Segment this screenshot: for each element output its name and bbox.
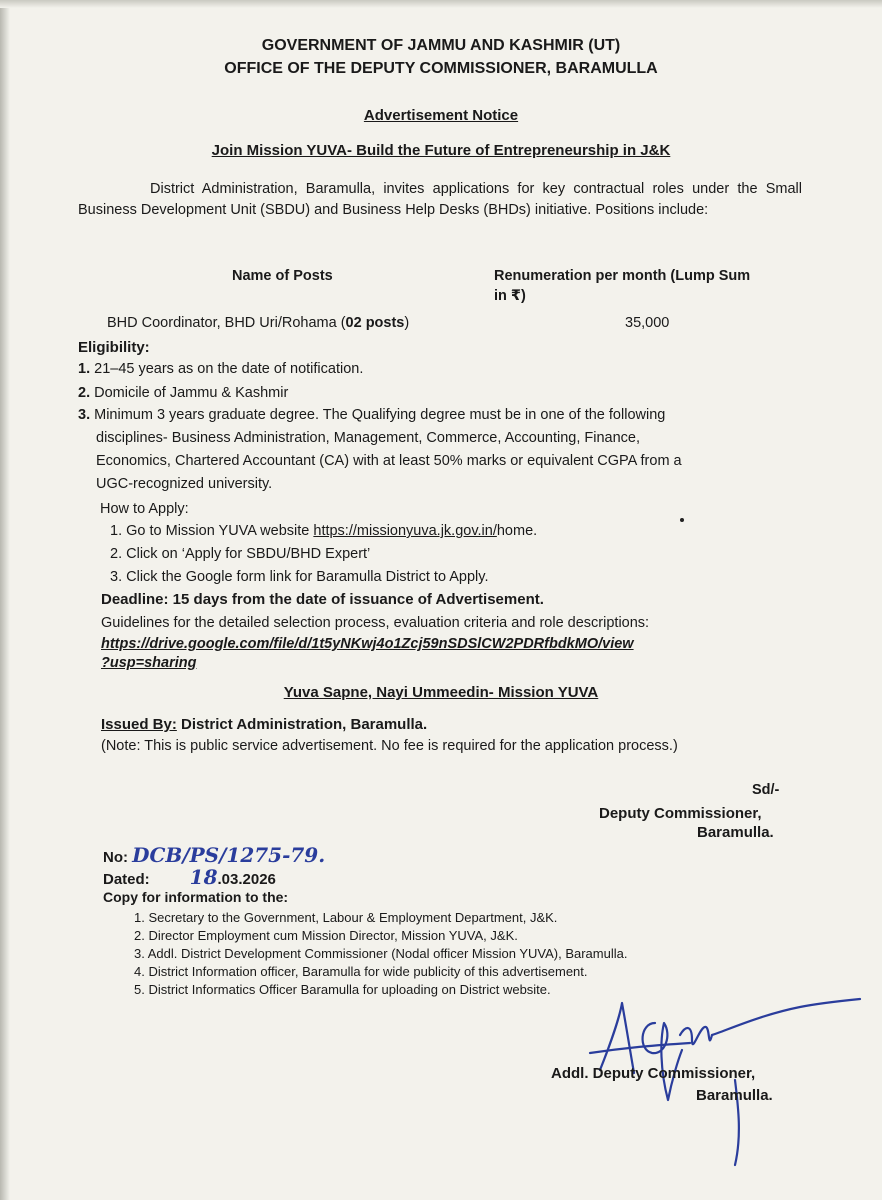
copy-item-3: 3. Addl. District Development Commissioner (Nodal officer Mission YUVA), Baramulla.	[134, 946, 628, 961]
how-to-apply-title: How to Apply:	[100, 501, 189, 517]
ref-date: Dated: 18.03.2026	[103, 865, 276, 889]
post-row-pay: 35,000	[625, 315, 670, 331]
govt-heading: GOVERNMENT OF JAMMU AND KASHMIR (UT)	[261, 37, 621, 54]
eligibility-item-3-line4: UGC-recognized university.	[96, 476, 273, 492]
addl-signatory-title: Addl. Deputy Commissioner,	[551, 1065, 756, 1082]
col-remuneration-unit: in ₹)	[494, 288, 526, 304]
deadline: Deadline: 15 days from the date of issuance of Advertisement.	[101, 591, 544, 608]
intro-paragraph: District Administration, Baramulla, invites applications for key contractual roles under the Small Business Development Unit (SBDU) and Business Help Desks (BHDs) initiative. Positions include:	[78, 181, 802, 218]
scan-edge-top	[0, 0, 882, 8]
ref-number: No: DCB/PS/1275-79.	[103, 843, 326, 867]
scan-edge-left	[0, 0, 10, 1200]
eligibility-item-3: 3. Minimum 3 years graduate degree. The Qualifying degree must be in one of the following	[78, 407, 666, 423]
apply-step-3: 3. Click the Google form link for Baramulla District to Apply.	[110, 569, 489, 585]
ink-dot	[680, 518, 684, 522]
eligibility-item-2: 2. Domicile of Jammu & Kashmir	[78, 385, 289, 401]
missionyuva-link[interactable]: https://missionyuva.jk.gov.in/	[313, 523, 497, 539]
apply-step-2: 2. Click on ‘Apply for SBDU/BHD Expert’	[110, 546, 371, 562]
handwritten-date-day: 18	[189, 865, 218, 889]
guidelines-link-continued[interactable]: ?usp=sharing	[101, 655, 197, 671]
eligibility-item-3-line3: Economics, Chartered Accountant (CA) with at least 50% marks or equivalent CGPA from a	[96, 453, 682, 469]
copy-item-5: 5. District Informatics Officer Baramulla for uploading on District website.	[134, 982, 551, 997]
notice-subtitle: Join Mission YUVA- Build the Future of Entrepreneurship in J&K	[211, 142, 671, 159]
eligibility-item-1: 1. 21–45 years as on the date of notification.	[78, 361, 364, 377]
col-remuneration: Renumeration per month (Lump Sum	[494, 268, 751, 284]
signature-icon	[560, 995, 870, 1175]
guidelines-text: Guidelines for the detailed selection process, evaluation criteria and role descriptions:	[101, 615, 650, 631]
signatory-place: Baramulla.	[697, 824, 774, 841]
slogan: Yuva Sapne, Nayi Ummeedin- Mission YUVA	[283, 684, 599, 701]
copy-title: Copy for information to the:	[103, 889, 289, 905]
addl-signatory-place: Baramulla.	[696, 1087, 773, 1104]
guidelines-link[interactable]: https://drive.google.com/file/d/1t5yNKwj4o1Zcj59nSDSlCW2PDRfbdkMO/view	[101, 636, 634, 652]
notice-title: Advertisement Notice	[363, 107, 519, 124]
handwritten-ref-number: DCB/PS/1275-79.	[132, 843, 326, 867]
office-heading: OFFICE OF THE DEPUTY COMMISSIONER, BARAMULLA	[224, 60, 658, 77]
sd-mark: Sd/-	[752, 782, 780, 798]
apply-step-1: 1. Go to Mission YUVA website https://missionyuva.jk.gov.in/home.	[110, 523, 538, 539]
copy-item-1: 1. Secretary to the Government, Labour & Employment Department, J&K.	[134, 910, 558, 925]
copy-item-4: 4. District Information officer, Baramulla for wide publicity of this advertisement.	[134, 964, 588, 979]
issued-by: Issued By: District Administration, Baramulla.	[101, 716, 428, 733]
post-row-name: BHD Coordinator, BHD Uri/Rohama (02 posts)	[107, 315, 410, 331]
col-name-of-posts: Name of Posts	[232, 268, 333, 284]
public-service-note: (Note: This is public service advertisement. No fee is required for the application process.)	[101, 738, 678, 754]
eligibility-title: Eligibility:	[78, 339, 150, 356]
eligibility-item-3-line2: disciplines- Business Administration, Management, Commerce, Accounting, Finance,	[96, 430, 641, 446]
copy-item-2: 2. Director Employment cum Mission Director, Mission YUVA, J&K.	[134, 928, 518, 943]
signatory-title: Deputy Commissioner,	[599, 805, 762, 822]
